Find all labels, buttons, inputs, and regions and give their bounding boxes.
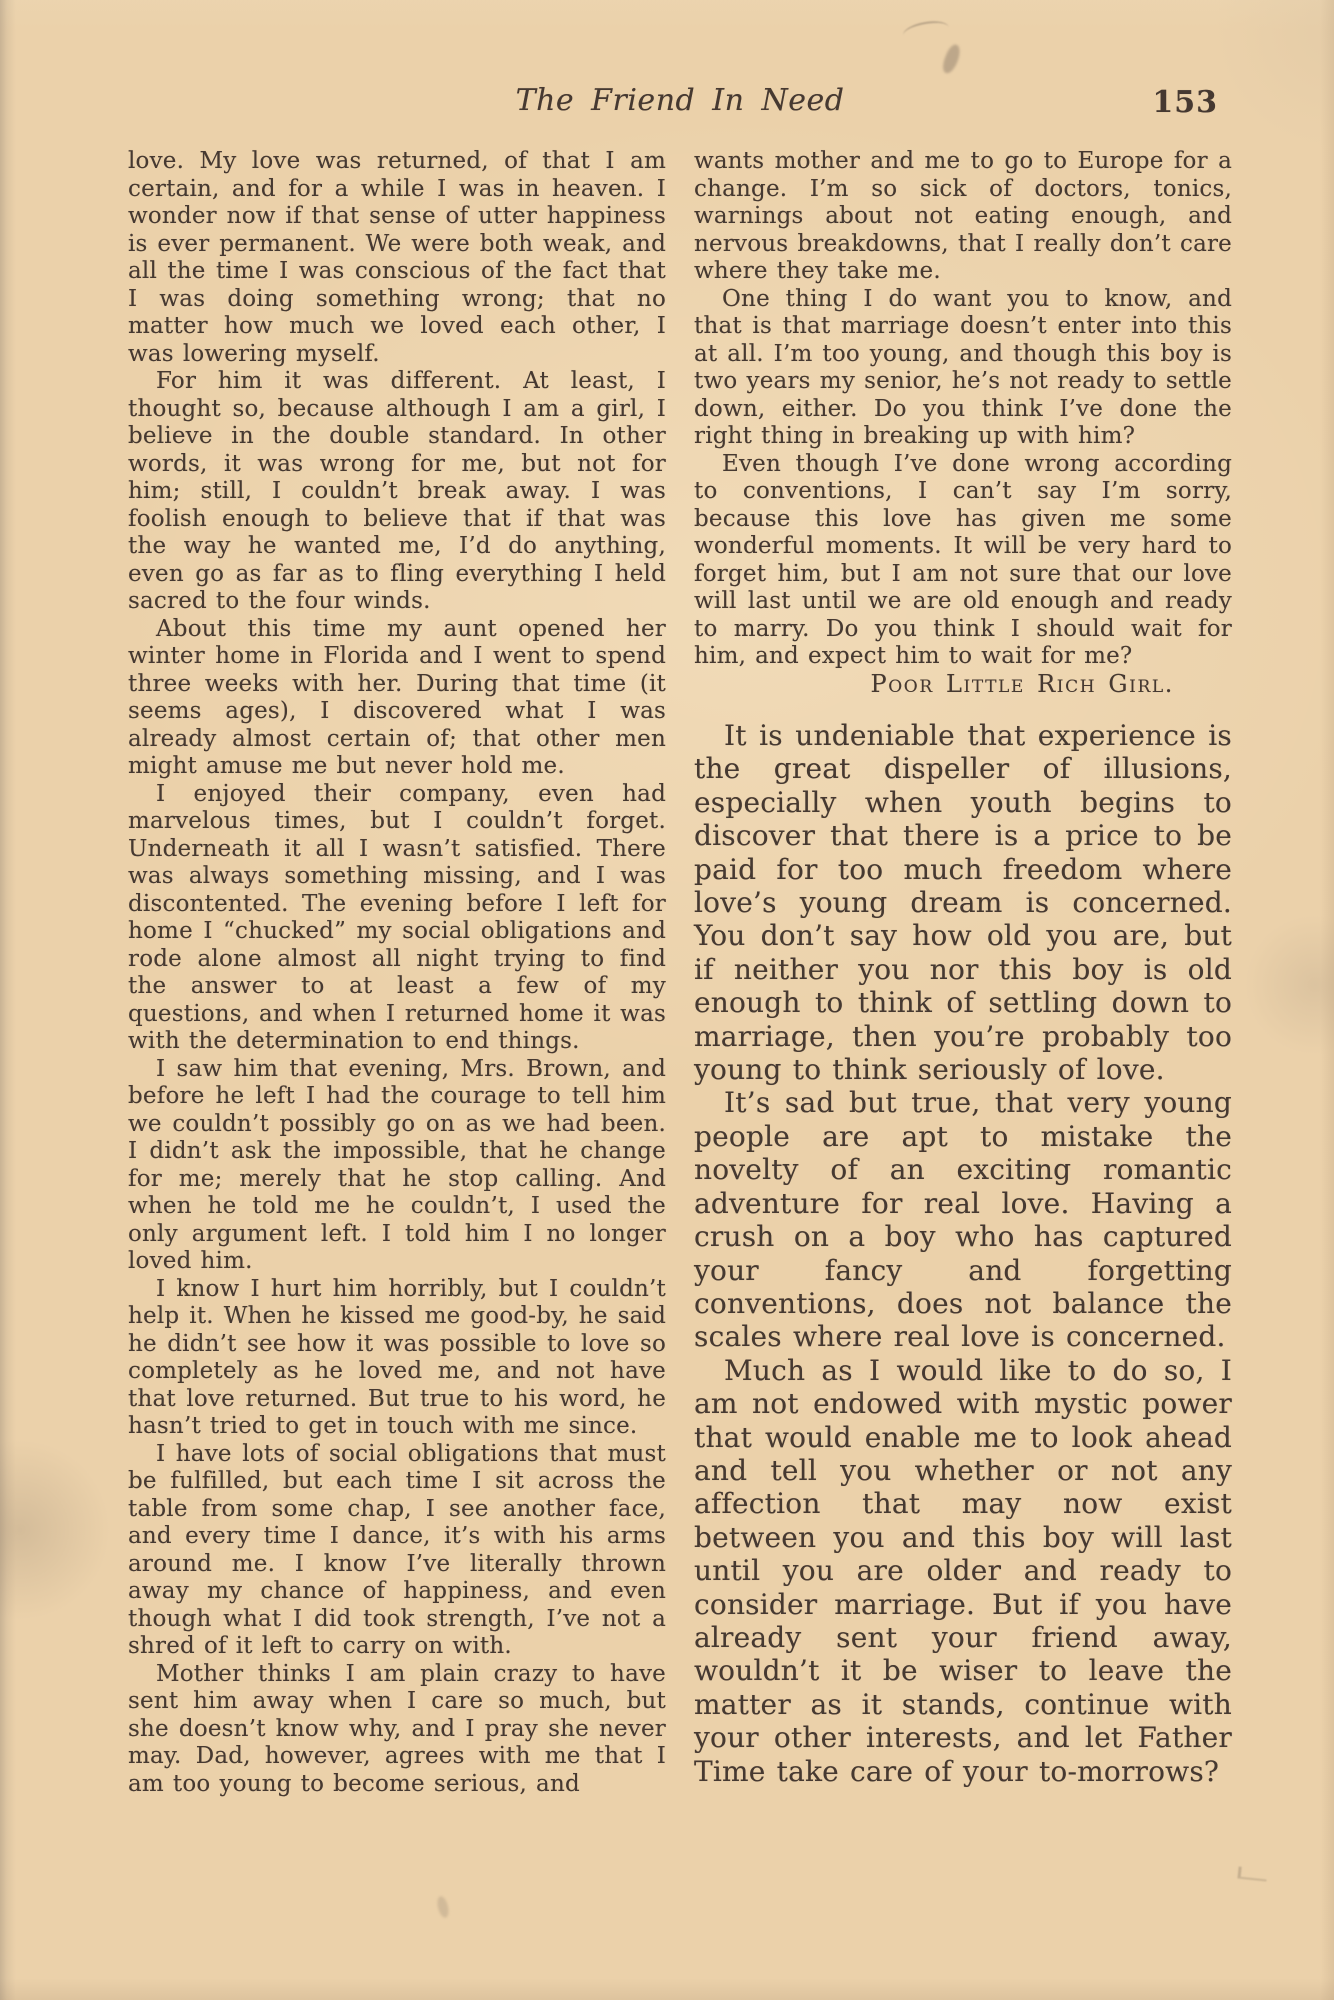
letter-paragraph: wants mother and me to go to Europe for a change. I’m so sick of doctors, tonics, warnings about not eating enough, and nervous breakdowns, that I really don’t care where they take me. xyxy=(694,148,1232,284)
letter-paragraph: For him it was different. At least, I thought so, because although I am a girl, I believe in the double standard. In other words, it was wrong for me, but not for him; still, I couldn’t break away. I was foolish enough to believe that if that was the way he wanted me, I’d do anything, even go as far as to fling everything I held sacred to the four winds. xyxy=(128,368,666,614)
reply-paragraph: Much as I would like to do so, I am not endowed with mystic power that would enable me to look ahead and tell you whether or not any affection that may now exist between you and this boy will last until you are older and ready to consider marriage. But if you have already sent your friend away, wouldn’t it be wiser to leave the matter as it stands, continue with your other interests, and let Father Time take care of your to-morrows? xyxy=(694,1353,1232,1788)
right-column xyxy=(694,148,1232,1788)
letter-paragraph: I know I hurt him horribly, but I couldn’t help it. When he kissed me good-by, he said he didn’t see how it was possible to love so completely as he loved me, and not have that love returned. But true to his word, he hasn’t tried to get in touch with me since. xyxy=(128,1275,666,1439)
letter-paragraph: About this time my aunt opened her winter home in Florida and I went to spend three weeks with her. During that time (it seems ages), I discovered what I was already almost certain of; that other men might amuse me but never hold me. xyxy=(128,615,666,779)
reply-paragraph: It is undeniable that experience is the great dispeller of illusions, especially when youth begins to discover that there is a price to be paid for too much freedom where love’s young dream is concerned. You don’t say how old you are, but if neither you nor this boy is old enough to think of settling down to marriage, then you’re probably too young to think seriously of love. xyxy=(694,719,1232,1087)
scan-smudge xyxy=(1237,1867,1267,1882)
letter-paragraph: I have lots of social obligations that must be fulfilled, but each time I sit across the table from some chap, I see another face, and every time I dance, it’s with his arms around me. I know I’ve literally thrown away my chance of happiness, and even though what I did took strength, I’ve not a shred of it left to carry on with. xyxy=(128,1440,666,1659)
reply-paragraph: It’s sad but true, that very young people are apt to mistake the novelty of an exciting romantic adventure for real love. Having a crush on a boy who has captured your fancy and forgetting conventions, does not balance the scales where real love is concerned. xyxy=(694,1086,1232,1354)
page-title: The Friend In Need xyxy=(515,83,845,118)
letter-paragraph: Mother thinks I am plain crazy to have sent him away when I care so much, but she doesn’t know why, and I pray she never may. Dad, however, agrees with me that I am too young to become serious, and xyxy=(128,1660,666,1797)
letter-paragraph: I enjoyed their company, even had marvelous times, but I couldn’t forget. Underneath it all I wasn’t satisfied. There was always something missing, and I was discontented. The evening before I left for home I “chucked” my social obligations and rode alone almost all night trying to find the answer to at least a few of my questions, and when I returned home it was with the determination to end things. xyxy=(128,780,666,1054)
page-number: 153 xyxy=(1152,85,1218,120)
scan-smudge xyxy=(940,43,963,76)
scan-smudge xyxy=(902,18,950,44)
letter-paragraph: Even though I’ve done wrong according to conventions, I can’t say I’m sorry, because this love has given me some wonderful moments. It will be very hard to forget him, but I am not sure that our love will last until we are old enough and ready to marry. Do you think I should wait for him, and expect him to wait for me? xyxy=(694,450,1232,669)
left-column xyxy=(128,148,666,1798)
scan-smudge xyxy=(435,1895,450,1919)
letter-signature: Poor Little Rich Girl. xyxy=(870,669,1174,698)
editor-reply xyxy=(694,719,1232,1788)
letter-paragraph: love. My love was returned, of that I am certain, and for a while I was in heaven. I wonder now if that sense of utter happiness is ever permanent. We were both weak, and all the time I was conscious of the fact that I was doing something wrong; that no matter how much we loved each other, I was lowering myself. xyxy=(128,148,666,367)
letter-paragraph: One thing I do want you to know, and that is that marriage doesn’t enter into this at all. I’m too young, and though this boy is two years my senior, he’s not ready to settle down, either. Do you think I’ve done the right thing in breaking up with him? xyxy=(694,285,1232,449)
letter-paragraph: I saw him that evening, Mrs. Brown, and before he left I had the courage to tell him we couldn’t possibly go on as we had been. I didn’t ask the impossible, that he change for me; merely that he stop calling. And when he told me he couldn’t, I used the only argument left. I told him I no longer loved him. xyxy=(128,1055,666,1274)
